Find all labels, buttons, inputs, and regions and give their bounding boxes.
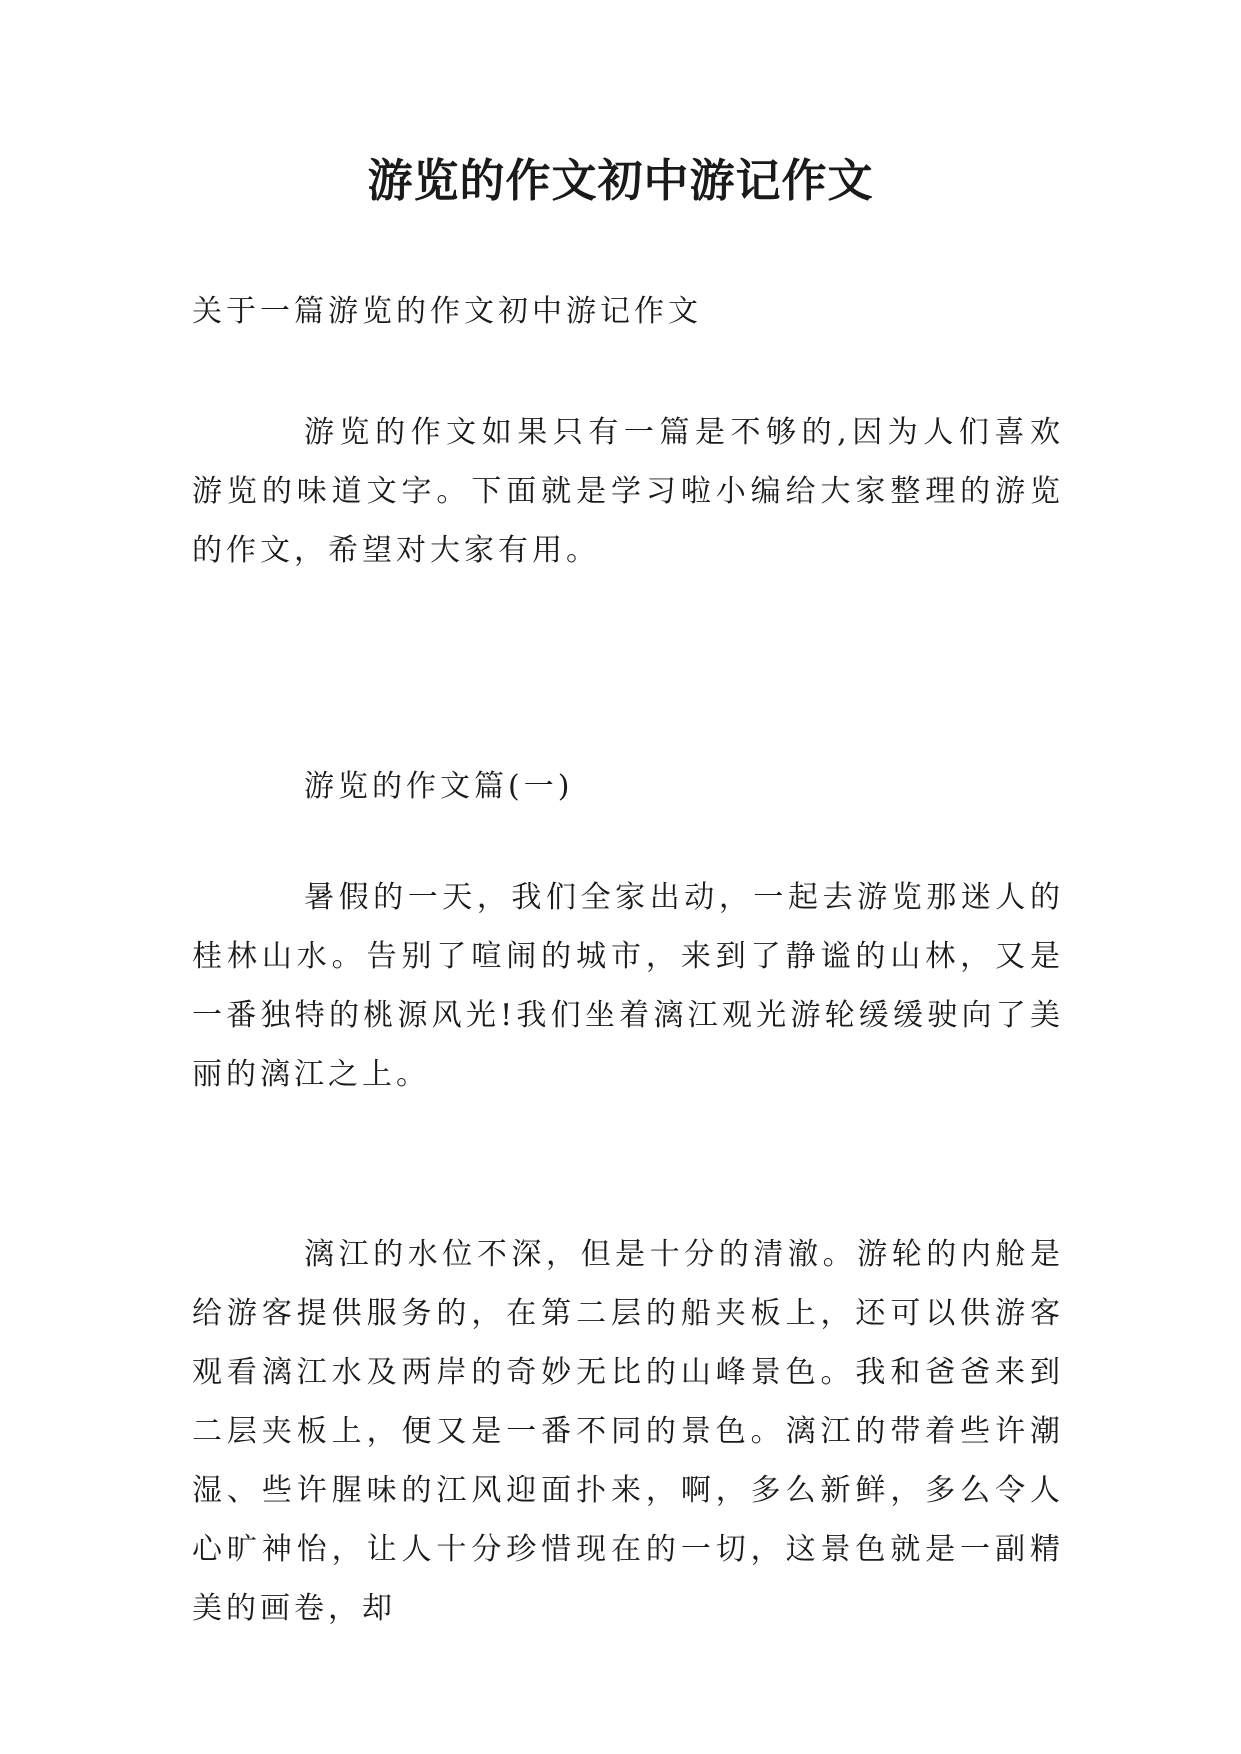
body-paragraph-2: 漓江的水位不深，但是十分的清澈。游轮的内舱是给游客提供服务的，在第二层的船夹板上，还可以供游客观看漓江水及两岸的奇妙无比的山峰景色。我和爸爸来到二层夹板上，便又是一番不同的景色。漓江的带着些许潮湿、些许腥味的江风迎面扑来，啊，多么新鲜，多么令人心旷神怡，让人十分珍惜现在的一切，这景色就是一副精美的画卷，却	[192, 1237, 1064, 1626]
section-heading: 游览的作文篇(一)	[304, 769, 574, 804]
intro-paragraph: 游览的作文如果只有一篇是不够的,因为人们喜欢游览的味道文字。下面就是学习啦小编给大家整理的游览的作文，希望对大家有用。	[192, 415, 1064, 568]
document-title: 游览的作文初中游记作文	[367, 154, 874, 207]
body-paragraph-1: 暑假的一天，我们全家出动，一起去游览那迷人的桂林山水。告别了喧闹的城市，来到了静谧的山林，又是一番独特的桃源风光!我们坐着漓江观光游轮缓缓驶向了美丽的漓江之上。	[192, 880, 1064, 1092]
document-subtitle: 关于一篇游览的作文初中游记作文	[192, 294, 702, 329]
